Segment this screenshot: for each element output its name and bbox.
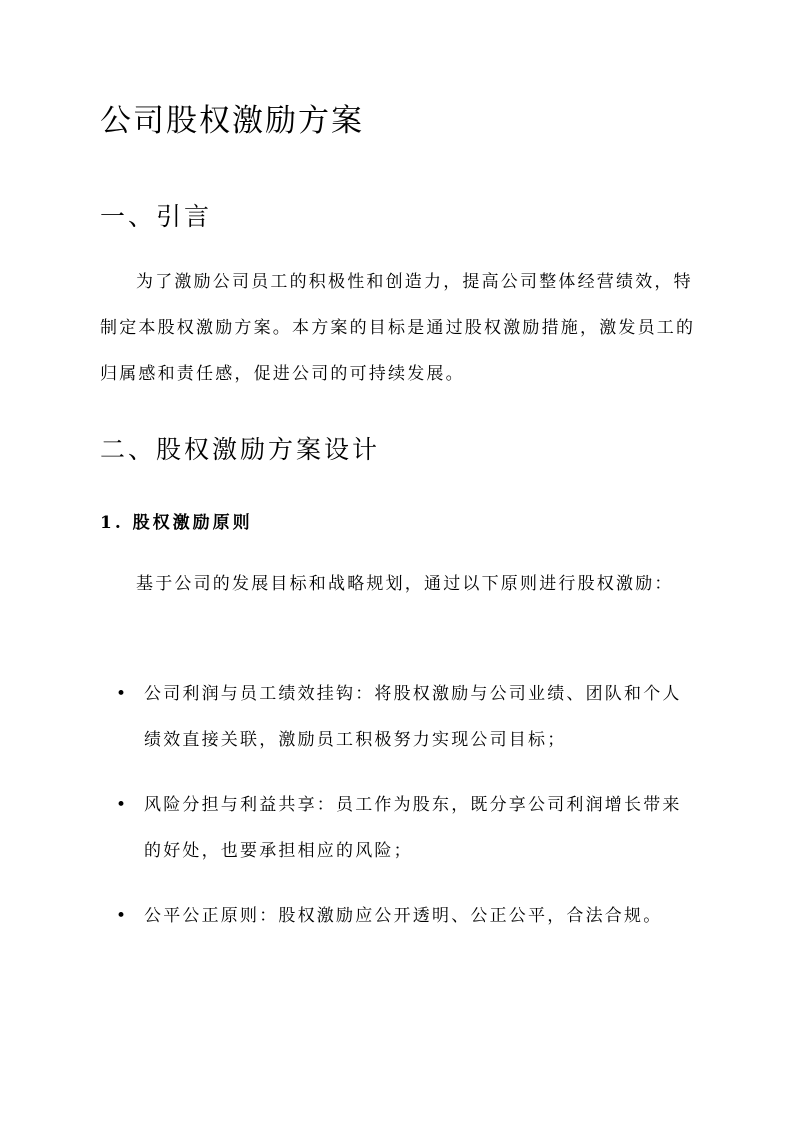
document-title: 公司股权激励方案 bbox=[100, 103, 364, 139]
bullet-icon: • bbox=[116, 795, 127, 815]
principles-intro-paragraph: 基于公司的发展目标和战略规划，通过以下原则进行股权激励： bbox=[136, 574, 674, 594]
list-item-text: 公平公正原则：股权激励应公开透明、公正公平，合法合规。 bbox=[144, 906, 663, 926]
bullet-icon: • bbox=[116, 684, 127, 704]
introduction-paragraph: 为了激励公司员工的积极性和创造力，提高公司整体经营绩效，特制定本股权激励方案。本方案的目标是通过股权激励措施，激发员工的归属感和责任感，促进公司的可持续发展。 bbox=[100, 272, 696, 384]
bullet-icon: • bbox=[116, 906, 127, 926]
list-item-text: 风险分担与利益共享：员工作为股东，既分享公司利润增长带来的好处，也要承担相应的风险； bbox=[144, 795, 682, 861]
section-heading-introduction: 一、引言 bbox=[100, 202, 213, 231]
list-item-text: 公司利润与员工绩效挂钩：将股权激励与公司业绩、团队和个人绩效直接关联，激励员工积极努力实现公司目标； bbox=[144, 684, 682, 750]
section-heading-plan-design: 二、股权激励方案设计 bbox=[100, 435, 381, 464]
subsection-heading-principles: 1. 股权激励原则 bbox=[100, 513, 253, 533]
